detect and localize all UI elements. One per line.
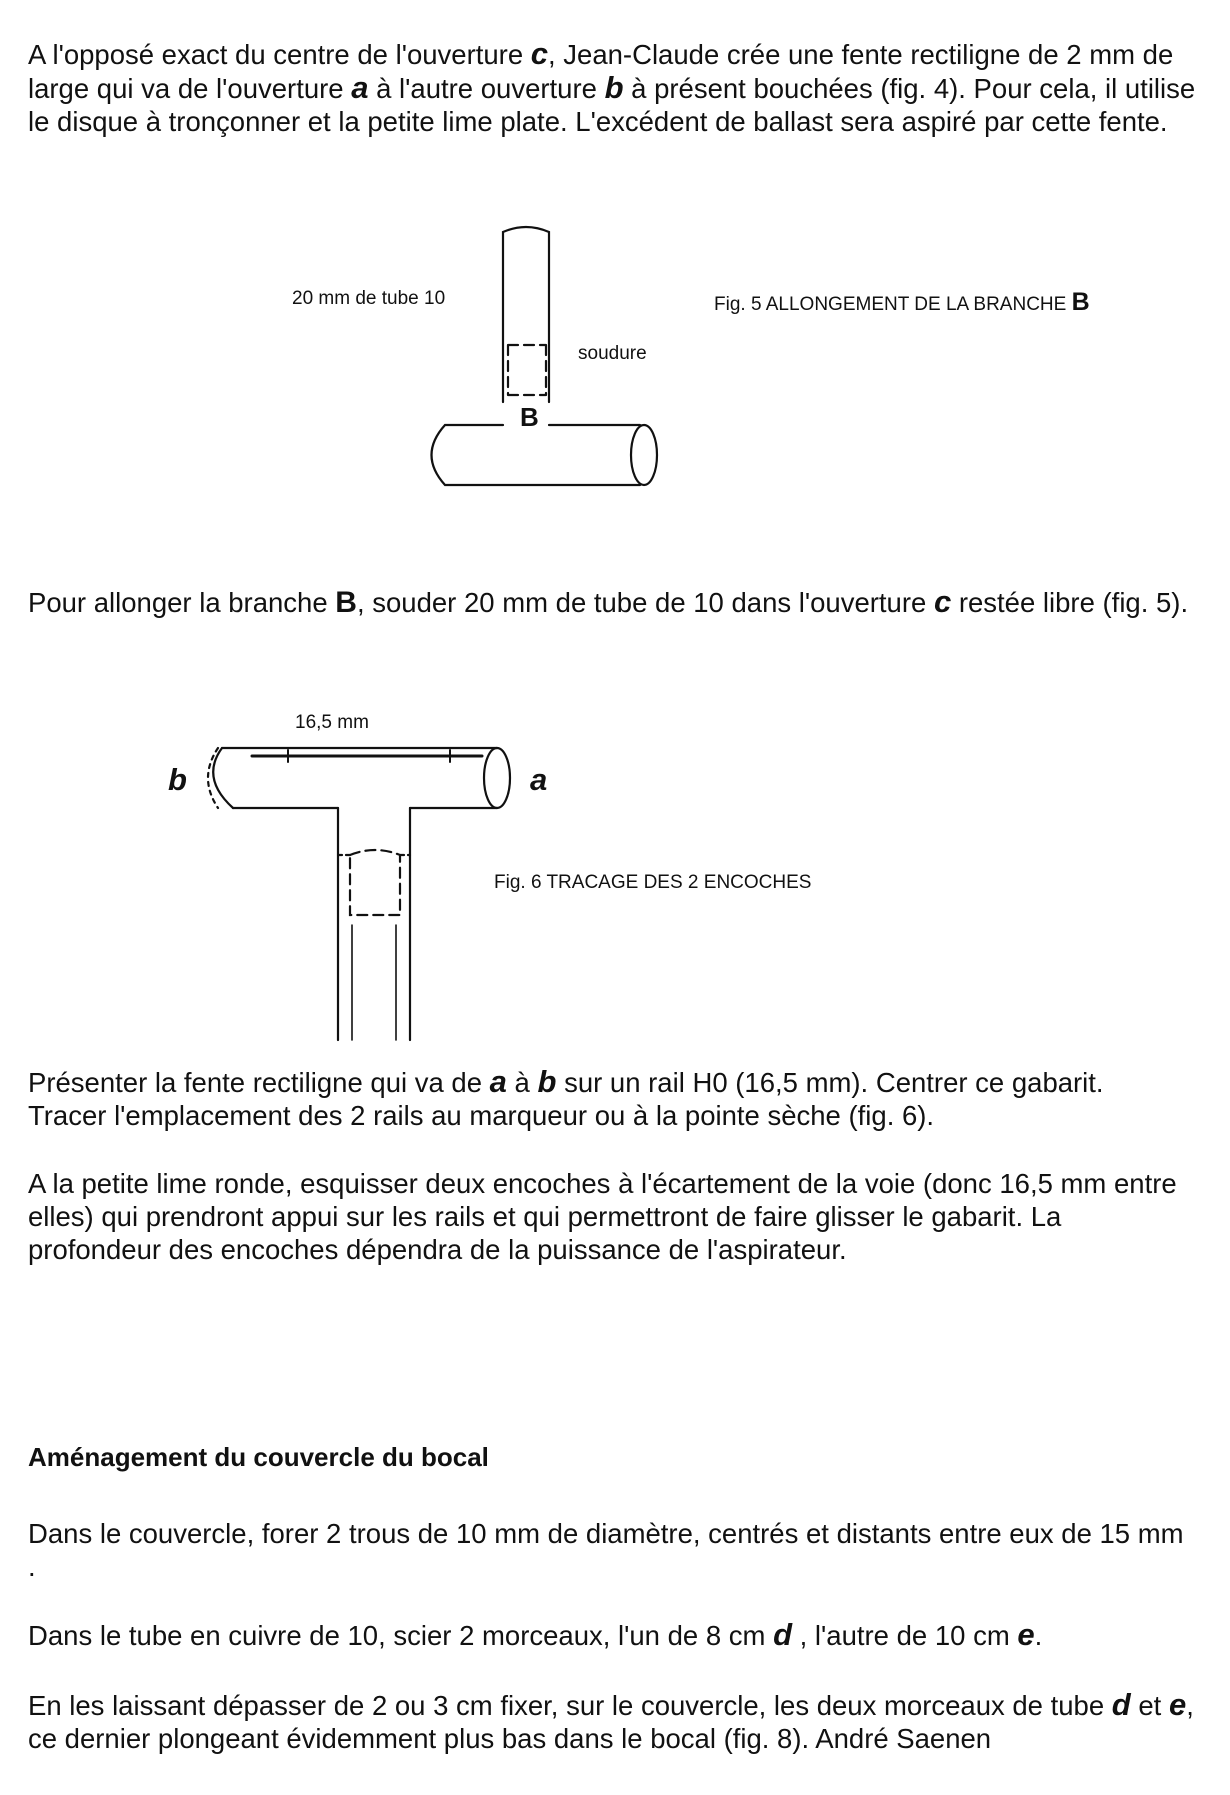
text: , l'autre de 10 cm [792, 1620, 1018, 1651]
text: à [506, 1067, 538, 1098]
text: Pour allonger la branche [28, 587, 336, 618]
caption-letter-B: B [1071, 288, 1090, 316]
letter-e: e [1017, 1617, 1035, 1652]
label-opening-b: b [168, 762, 187, 797]
text: et [1130, 1690, 1169, 1721]
paragraph-fixer [28, 1688, 1198, 1755]
label-branch-B: B [520, 402, 539, 432]
text: Présenter la fente rectiligne qui va de [28, 1067, 490, 1098]
text: A l'opposé exact du centre de l'ouverture [28, 39, 531, 70]
text: Dans le tube en cuivre de 10, scier 2 morceaux, l'un de 8 cm [28, 1620, 774, 1651]
letter-a: a [351, 70, 369, 105]
text: En les laissant dépasser de 2 ou 3 cm fixer, sur le couvercle, les deux morceaux de tube [28, 1690, 1112, 1721]
letter-d: d [773, 1617, 793, 1652]
letter-c: c [530, 36, 549, 71]
label-dimension: 16,5 mm [295, 712, 369, 733]
letter-b: b [604, 70, 624, 105]
text: à l'autre ouverture [368, 73, 605, 104]
text: . [1034, 1620, 1043, 1651]
label-opening-a: a [530, 762, 548, 797]
section-heading: Aménagement du couvercle du bocal [28, 1442, 489, 1472]
text: restée libre (fig. 5). [951, 587, 1189, 618]
letter-e: e [1168, 1687, 1187, 1722]
text: , Jean-Claude crée une fente rectiligne de 2 mm de large qui va de l'ouverture [28, 39, 1174, 104]
label-tube-length: 20 mm de tube 10 [292, 288, 446, 309]
text: , souder 20 mm de tube de 10 dans l'ouverture [356, 587, 934, 618]
figure-6-caption: Fig. 6 TRACAGE DES 2 ENCOCHES [494, 872, 812, 893]
paragraph-presenter [28, 1065, 1178, 1132]
label-soudure: soudure [578, 343, 647, 364]
text: , ce dernier plongeant évidemment plus bas dans le bocal (fig. 8). André Saenen [28, 1690, 1194, 1754]
letter-B: B [335, 586, 357, 619]
letter-c: c [933, 584, 952, 619]
paragraph-encoches: A la petite lime ronde, esquisser deux encoches à l'écartement de la voie (donc 16,5 mm entre elles) qui prendront appui sur les rails et qui permettront de faire glisser le gabarit. La profondeur des encoches dépendra de la puissance de l'aspirateur. [28, 1168, 1177, 1265]
letter-b: b [537, 1064, 557, 1099]
letter-a: a [489, 1064, 507, 1099]
paragraph-couvercle: Dans le couvercle, forer 2 trous de 10 mm de diamètre, centrés et distants entre eux de 15 mm . [28, 1518, 1184, 1582]
letter-d: d [1111, 1687, 1131, 1722]
paragraph-scier [28, 1618, 1198, 1652]
caption-text: Fig. 5 ALLONGEMENT DE LA BRANCHE [714, 294, 1072, 315]
text: sur un rail H0 (16,5 mm). Centrer ce gabarit. Tracer l'emplacement des 2 rails au marqueur ou à la pointe sèche (fig. 6). [28, 1067, 1104, 1131]
text: à présent bouchées (fig. 4). Pour cela, il utilise le disque à tronçonner et la petite lime plate. L'excédent de ballast sera aspiré par cette fente. [28, 73, 1196, 137]
